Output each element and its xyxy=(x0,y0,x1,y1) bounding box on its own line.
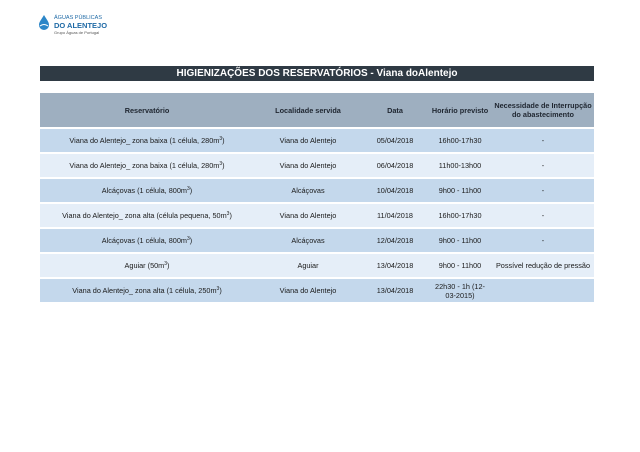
header-localidade: Localidade servida xyxy=(254,93,362,128)
header-necessidade: Necessidade de Interrupção do abastecimento xyxy=(492,93,594,128)
cell-localidade: Aguiar xyxy=(254,253,362,278)
logo-line-2: DO ALENTEJO xyxy=(54,20,108,30)
company-logo xyxy=(36,14,126,36)
cell-horario: 16h00-17h30 xyxy=(428,203,492,228)
table-row xyxy=(40,153,594,178)
table-row xyxy=(40,228,594,253)
header-horario: Horário previsto xyxy=(428,93,492,128)
cell-data: 13/04/2018 xyxy=(362,278,428,302)
cell-reservatorio: Alcáçovas (1 célula, $800m^3$) xyxy=(40,178,254,203)
cell-reservatorio: Viana do Alentejo_ zona alta (célula pequena, $50m^3$) xyxy=(40,203,254,228)
page-title: HIGIENIZAÇÕES DOS RESERVATÓRIOS - Viana doAlentejo xyxy=(40,66,594,81)
cell-necessidade xyxy=(492,278,594,302)
cell-data: 11/04/2018 xyxy=(362,203,428,228)
table-row xyxy=(40,253,594,278)
table-row xyxy=(40,203,594,228)
table-row xyxy=(40,278,594,302)
cell-horario: 11h00-13h00 xyxy=(428,153,492,178)
logo-line-3: Grupo Águas de Portugal xyxy=(54,29,100,35)
cell-reservatorio: Viana do Alentejo_ zona alta (1 célula, $250m^3$) xyxy=(40,278,254,302)
cell-horario: 9h00 - 11h00 xyxy=(428,228,492,253)
header-data: Data xyxy=(362,93,428,128)
table-row xyxy=(40,128,594,153)
cell-necessidade: - xyxy=(492,128,594,153)
cell-localidade: Viana do Alentejo xyxy=(254,128,362,153)
cell-horario: 16h00-17h30 xyxy=(428,128,492,153)
cell-data: 06/04/2018 xyxy=(362,153,428,178)
cell-data: 05/04/2018 xyxy=(362,128,428,153)
cell-reservatorio: Viana do Alentejo_ zona baixa (1 célula, $280m^3$) xyxy=(40,128,254,153)
cell-reservatorio: Viana do Alentejo_ zona baixa (1 célula, $280m^3$) xyxy=(40,153,254,178)
cell-horario: 9h00 - 11h00 xyxy=(428,178,492,203)
cell-localidade: Viana do Alentejo xyxy=(254,203,362,228)
cell-localidade: Alcáçovas xyxy=(254,228,362,253)
cell-data: 10/04/2018 xyxy=(362,178,428,203)
cell-necessidade: Possível redução de pressão xyxy=(492,253,594,278)
header-reservatorio: Reservatório xyxy=(40,93,254,128)
reservoir-cleaning-table xyxy=(40,93,594,302)
cell-reservatorio: Alcáçovas (1 célula, $800m^3$) xyxy=(40,228,254,253)
cell-necessidade: - xyxy=(492,153,594,178)
cell-horario: 22h30 - 1h (12-03-2015) xyxy=(428,278,492,302)
cell-data: 13/04/2018 xyxy=(362,253,428,278)
logo-line-1: ÁGUAS PÚBLICAS xyxy=(54,15,102,21)
table-row xyxy=(40,178,594,203)
cell-necessidade: - xyxy=(492,228,594,253)
cell-necessidade: - xyxy=(492,203,594,228)
cell-necessidade: - xyxy=(492,178,594,203)
cell-localidade: Viana do Alentejo xyxy=(254,153,362,178)
table-header-row xyxy=(40,93,594,128)
cell-data: 12/04/2018 xyxy=(362,228,428,253)
water-drop-logo-icon xyxy=(36,14,52,30)
cell-reservatorio: Aguiar $(50m^3)$ xyxy=(40,253,254,278)
cell-horario: 9h00 - 11h00 xyxy=(428,253,492,278)
cell-localidade: Alcáçovas xyxy=(254,178,362,203)
cell-localidade: Viana do Alentejo xyxy=(254,278,362,302)
